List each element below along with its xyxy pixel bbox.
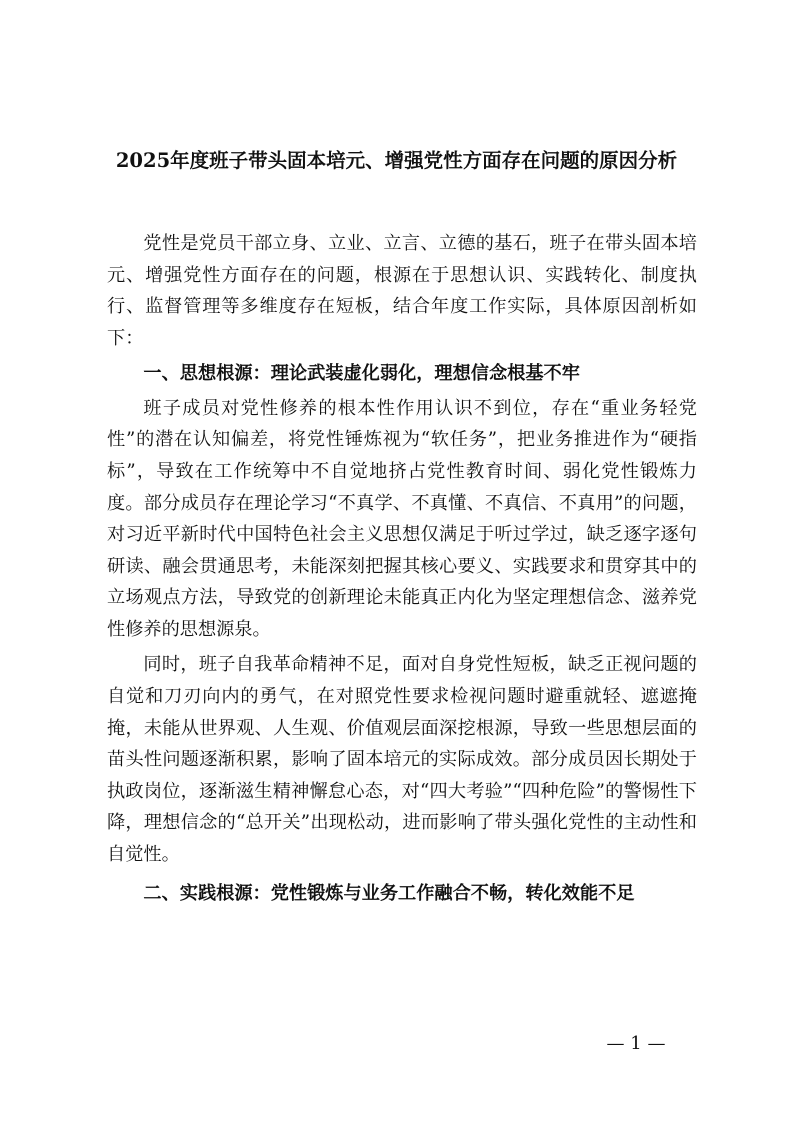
document-title: 2025年度班子带头固本培元、增强党性方面存在问题的原因分析 <box>115 149 678 172</box>
document-body <box>107 228 697 910</box>
section-1-paragraph-1: 班子成员对党性修养的根本性作用认识不到位，存在“重业务轻党性”的潜在认知偏差，将党性锤炼视为“软任务”，把业务推进作为“硬指标”，导致在工作统筹中不自觉地挤占党性教育时间、弱化党性锻炼力度。部分成员存在理论学习“不真学、不真懂、不真信、不真用”的问题，对习近平新时代中国特色社会主义思想仅满足于听过学过，缺乏逐字逐句研读、融会贯通思考，未能深刻把握其核心要义、实践要求和贯穿其中的立场观点方法，导致党的创新理论未能真正内化为坚定理想信念、滋养党性修养的思想源泉。 <box>107 397 697 640</box>
section-heading-2: 二、实践根源：党性锻炼与业务工作融合不畅，转化效能不足 <box>143 883 635 905</box>
section-1-paragraph-2: 同时，班子自我革命精神不足，面对自身党性短板，缺乏正视问题的自觉和刀刃向内的勇气，在对照党性要求检视问题时避重就轻、遮遮掩掩，未能从世界观、人生观、价值观层面深挖根源，导致一些思想层面的苗头性问题逐渐积累，影响了固本培元的实际成效。部分成员因长期处于执政岗位，逐渐滋生精神懈怠心态，对“四大考验”“四种危险”的警惕性下降，理想信念的“总开关”出现松动，进而影响了带头强化党性的主动性和自觉性。 <box>107 654 697 865</box>
page-number: — 1 — <box>606 1033 666 1054</box>
intro-paragraph: 党性是党员干部立身、立业、立言、立德的基石，班子在带头固本培元、增强党性方面存在的问题，根源在于思想认识、实践转化、制度执行、监督管理等多维度存在短板，结合年度工作实际，具体原因剖析如下： <box>107 233 697 349</box>
section-heading-1: 一、思想根源：理论武装虚化弱化，理想信念根基不牢 <box>143 363 580 385</box>
